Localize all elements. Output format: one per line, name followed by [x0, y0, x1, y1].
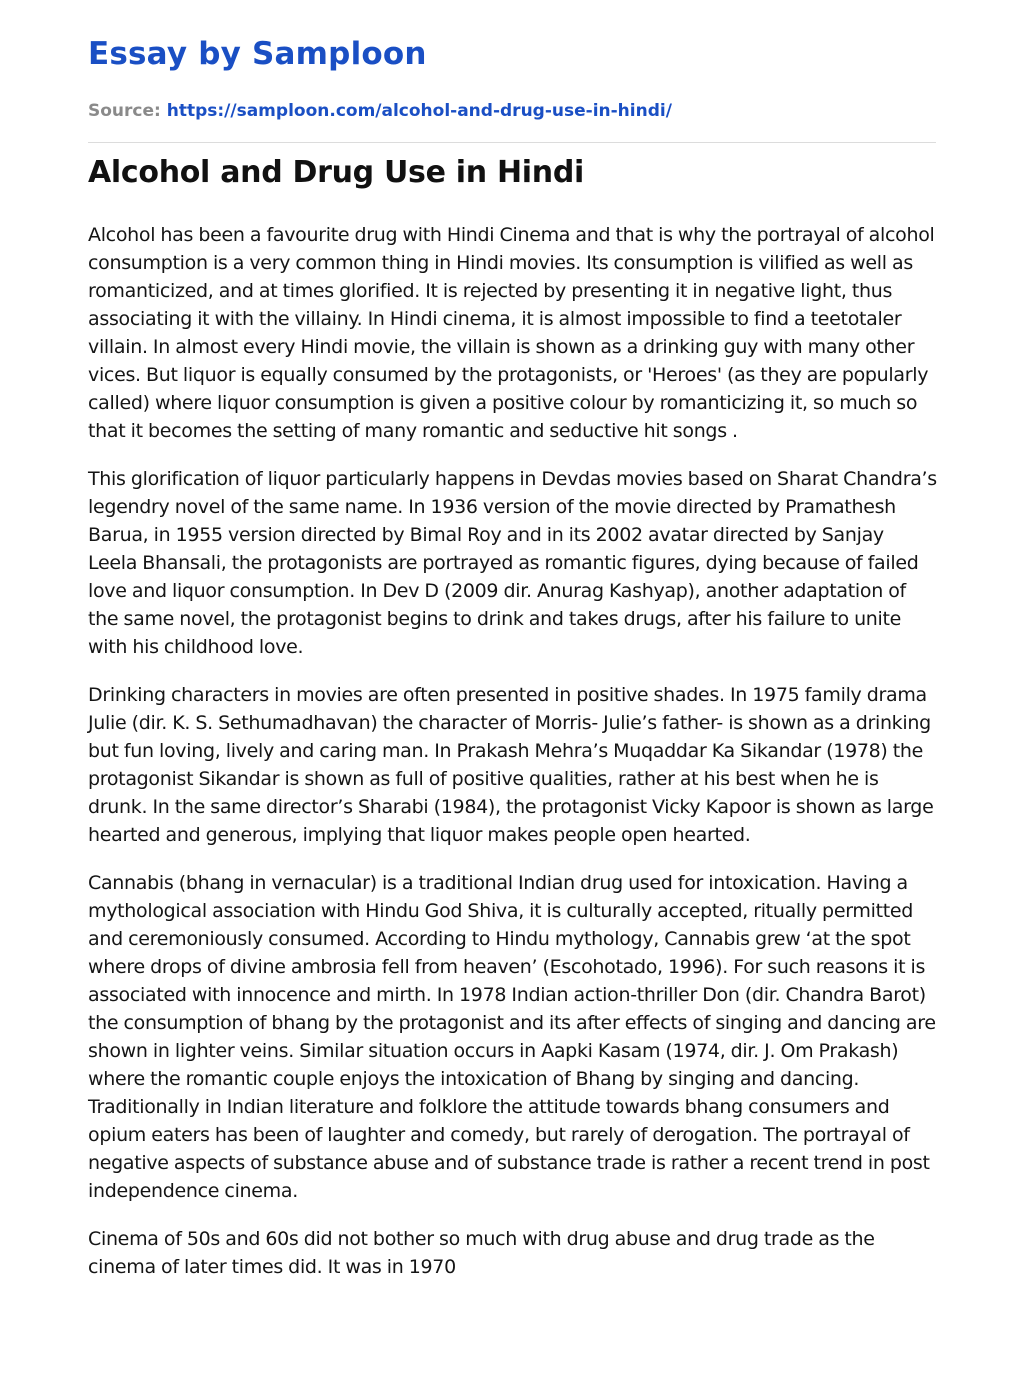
header-divider — [88, 142, 936, 143]
paragraph: Cinema of 50s and 60s did not bother so much with drug abuse and drug trade as the cinema of later times did. It was in 1970 — [88, 1228, 875, 1278]
source-label: Source: — [88, 101, 167, 121]
article-body — [88, 221, 938, 1301]
article-title: Alcohol and Drug Use in Hindi — [88, 155, 584, 190]
paragraph: Cannabis (bhang in vernacular) is a traditional Indian drug used for intoxication. Having a mythological association with Hindu God Shiva, it is culturally accepted, ritually permitted and ceremoniously consumed. According to Hindu mythology, Cannabis grew ‘at the spot where drops of divine ambrosia fell from heaven’ (Escohotado, 1996). For such reasons it is associated with innocence and mirth. In 1978 Indian action-thriller Don (dir. Chandra Barot) the consumption of bhang by the protagonist and its after effects of singing and dancing are shown in lighter veins. Similar situation occurs in Aapki Kasam (1974, dir. J. Om Prakash) where the romantic couple enjoys the intoxication of Bhang by singing and dancing. Traditionally in Indian literature and folklore the attitude towards bhang consumers and opium eaters has been of laughter and comedy, but rarely of derogation. The portrayal of negative aspects of substance abuse and of substance trade is rather a recent trend in post independence cinema. — [88, 872, 936, 1202]
source-link[interactable]: https://samploon.com/alcohol-and-drug-use-in-hindi/ — [166, 101, 672, 121]
site-brand: Essay by Samploon — [88, 36, 427, 72]
paragraph: This glorification of liquor particularly happens in Devdas movies based on Sharat Chandra’s legendry novel of the same name. In 1936 version of the movie directed by Pramathesh Barua, in 1955 version directed by Bimal Roy and in its 2002 avatar directed by Sanjay Leela Bhansali, the protagonists are portrayed as romantic figures, dying because of failed love and liquor consumption. In Dev D (2009 dir. Anurag Kashyap), another adaptation of the same novel, the protagonist begins to drink and takes drugs, after his failure to unite with his childhood love. — [88, 468, 937, 658]
source-line — [88, 101, 672, 121]
paragraph: Alcohol has been a favourite drug with Hindi Cinema and that is why the portrayal of alcohol consumption is a very common thing in Hindi movies. Its consumption is vilified as well as romanticized, and at times glorified. It is rejected by presenting it in negative light, thus associating it with the villainy. In Hindi cinema, it is almost impossible to find a teetotaler villain. In almost every Hindi movie, the villain is shown as a drinking guy with many other vices. But liquor is equally consumed by the protagonists, or 'Heroes' (as they are popularly called) where liquor consumption is given a positive colour by romanticizing it, so much so that it becomes the setting of many romantic and seductive hit songs . — [88, 224, 935, 442]
paragraph: Drinking characters in movies are often presented in positive shades. In 1975 family drama Julie (dir. K. S. Sethumadhavan) the character of Morris- Julie’s father- is shown as a drinking but fun loving, lively and caring man. In Prakash Mehra’s Muqaddar Ka Sikandar (1978) the protagonist Sikandar is shown as full of positive qualities, rather at his best when he is drunk. In the same director’s Sharabi (1984), the protagonist Vicky Kapoor is shown as large hearted and generous, implying that liquor makes people open hearted. — [88, 684, 934, 846]
